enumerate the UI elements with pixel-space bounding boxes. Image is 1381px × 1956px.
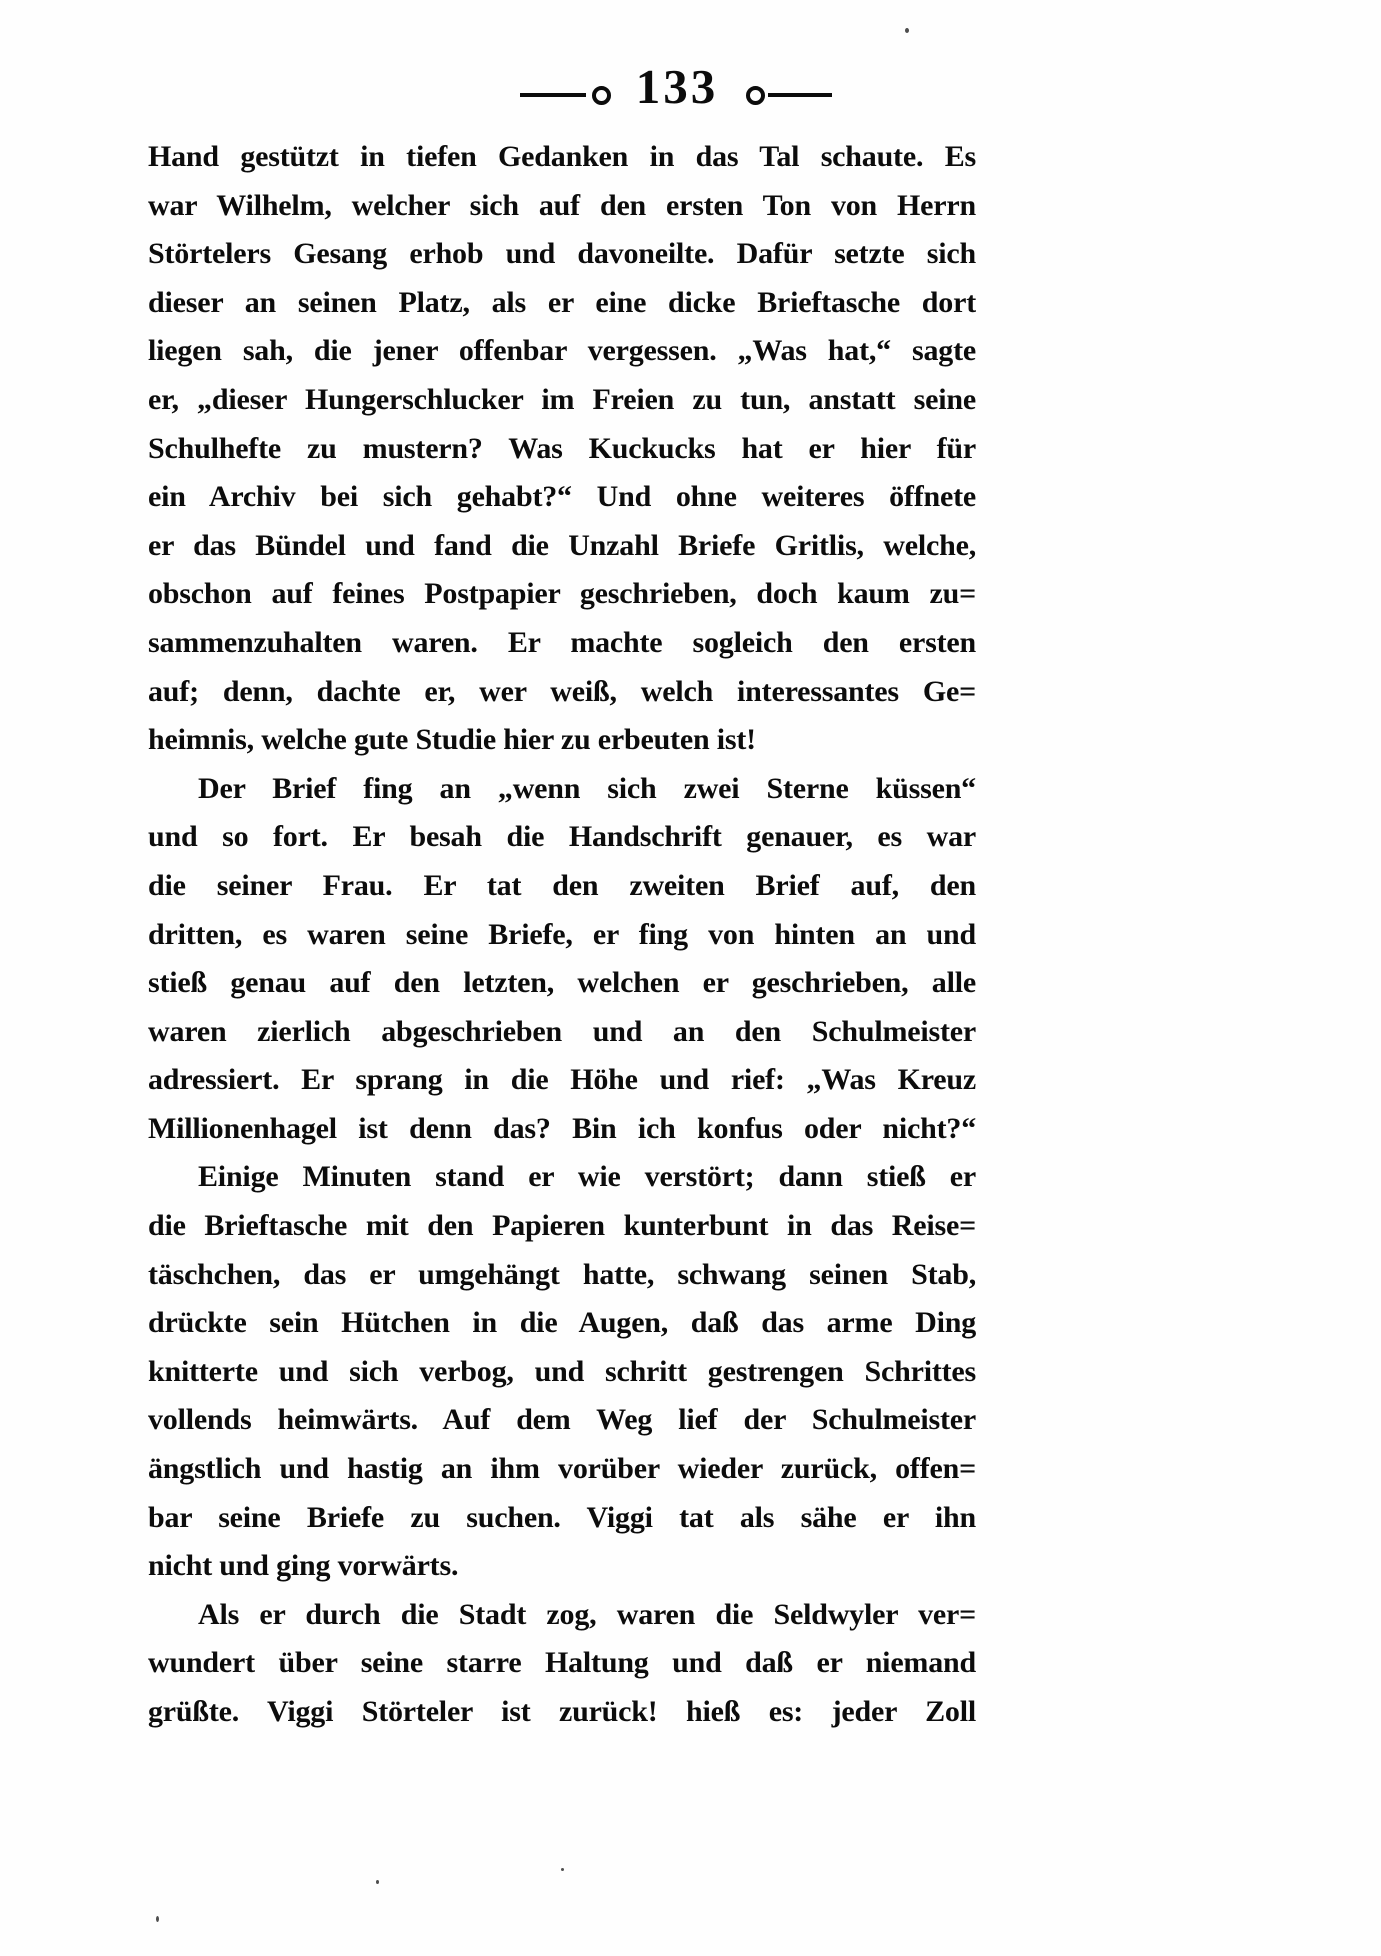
text-line: Einige Minuten stand er wie verstört; dann stieß er — [198, 1160, 976, 1194]
text-line: Störtelers Gesang erhob und davoneilte. Dafür setzte sich — [148, 237, 976, 271]
text-line: er das Bündel und fand die Unzahl Briefe Gritlis, welche, — [148, 528, 976, 562]
text-line: adressiert. Er sprang in die Höhe und rief: „Was Kreuz — [148, 1063, 976, 1097]
text-line: knitterte und sich verbog, und schritt gestrengen Schrittes — [148, 1354, 976, 1388]
ornament-circle-right-icon — [746, 86, 765, 105]
text-line: stieß genau auf den letzten, welchen er geschrieben, alle — [148, 966, 976, 1000]
text-line: Schulhefte zu mustern? Was Kuckucks hat er hier für — [148, 431, 976, 465]
text-line: ängstlich und hastig an ihm vorüber wieder zurück, offen= — [148, 1452, 976, 1486]
scan-speck — [561, 1868, 564, 1871]
header-rule-left — [520, 93, 586, 97]
text-line: die seiner Frau. Er tat den zweiten Brief auf, den — [148, 868, 976, 902]
text-line: und so fort. Er besah die Handschrift genauer, es war — [148, 820, 976, 854]
text-line: drückte sein Hütchen in die Augen, daß das arme Ding — [148, 1306, 976, 1340]
scan-speck — [156, 1916, 159, 1922]
text-line: obschon auf feines Postpapier geschrieben, doch kaum zu= — [148, 577, 976, 611]
text-line: sammenzuhalten waren. Er machte sogleich den ersten — [148, 625, 976, 659]
text-line: dritten, es waren seine Briefe, er fing von hinten an und — [148, 917, 976, 951]
text-line: Hand gestützt in tiefen Gedanken in das Tal schaute. Es — [148, 140, 976, 173]
text-line: täschchen, das er umgehängt hatte, schwang seinen Stab, — [148, 1257, 976, 1291]
text-line: nicht und ging vorwärts. — [148, 1549, 459, 1583]
ornament-circle-left-icon — [592, 86, 611, 105]
text-block — [148, 133, 976, 1737]
text-line: Millionenhagel ist denn das? Bin ich konfus oder nicht?“ — [148, 1111, 976, 1145]
text-line: er, „dieser Hungerschlucker im Freien zu tun, anstatt seine — [148, 382, 976, 416]
text-line: bar seine Briefe zu suchen. Viggi tat als sähe er ihn — [148, 1500, 976, 1534]
scan-speck — [376, 1880, 379, 1884]
page-number: 133 — [635, 59, 719, 114]
text-line: war Wilhelm, welcher sich auf den ersten Ton von Herrn — [148, 188, 976, 222]
text-line: die Brieftasche mit den Papieren kunterbunt in das Reise= — [148, 1209, 976, 1243]
text-line: ein Archiv bei sich gehabt?“ Und ohne weiteres öffnete — [148, 480, 976, 514]
text-line: waren zierlich abgeschrieben und an den Schulmeister — [148, 1014, 976, 1048]
text-line: Der Brief fing an „wenn sich zwei Sterne küssen“ — [198, 771, 976, 805]
text-line: dieser an seinen Platz, als er eine dicke Brieftasche dort — [148, 285, 976, 319]
text-line: grüßte. Viggi Störteler ist zurück! hieß es: jeder Zoll — [148, 1695, 976, 1728]
text-line: heimnis, welche gute Studie hier zu erbeuten ist! — [148, 723, 756, 757]
text-line: wundert über seine starre Haltung und daß er niemand — [148, 1646, 976, 1680]
header-rule-right — [768, 93, 832, 97]
text-line: liegen sah, die jener offenbar vergessen. „Was hat,“ sagte — [148, 334, 976, 368]
text-line: Als er durch die Stadt zog, waren die Seldwyler ver= — [198, 1597, 976, 1631]
scan-speck — [905, 28, 909, 33]
text-line: vollends heimwärts. Auf dem Weg lief der Schulmeister — [148, 1403, 976, 1437]
text-line: auf; denn, dachte er, wer weiß, welch interessantes Ge= — [148, 674, 976, 708]
